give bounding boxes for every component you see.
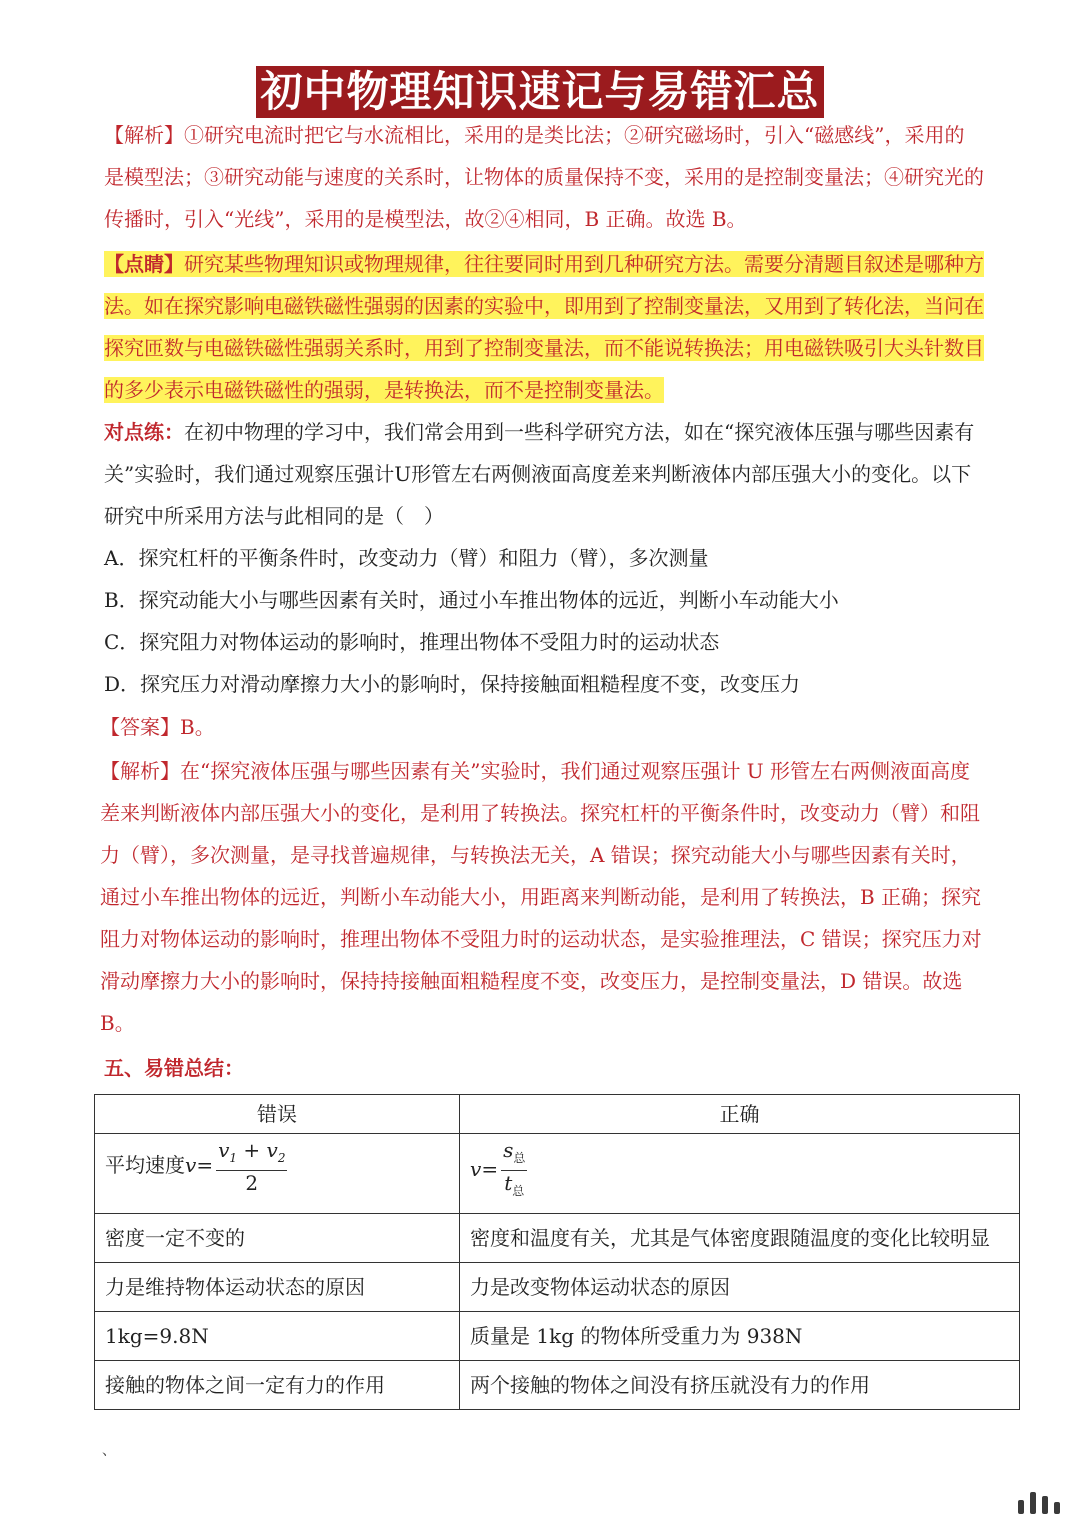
point-paragraph: [104, 243, 984, 411]
sub-1: 1: [229, 1151, 238, 1165]
table-row: [95, 1263, 1020, 1312]
analysis2-tag: 【解析】: [100, 759, 180, 783]
cell-right-average-speed: [460, 1134, 1020, 1214]
right-fraction: [501, 1138, 527, 1203]
cell-right: 质量是 1kg 的物体所受重力为 938N: [460, 1312, 1020, 1361]
answer-text: B。: [180, 715, 215, 739]
mistakes-table: [94, 1094, 1020, 1410]
wrong-denominator: 2: [245, 1171, 259, 1195]
sub-total-t: 总: [512, 1184, 525, 1198]
analysis-tag: 【解析】: [104, 123, 184, 147]
point-highlight: [104, 251, 984, 403]
cell-right: 密度和温度有关，尤其是气体密度跟随温度的变化比较明显: [460, 1214, 1020, 1263]
option-a: A．探究杠杆的平衡条件时，改变动力（臂）和阻力（臂），多次测量: [104, 546, 709, 570]
average-speed-label: 平均速度: [105, 1153, 185, 1177]
right-denominator: [501, 1171, 527, 1203]
analysis2-text: 在“探究液体压强与哪些因素有关”实验时，我们通过观察压强计 U 形管左右两侧液面高度差来判断液体内部压强大小的变化，是利用了转换法。探究杠杆的平衡条件时，改变动力（臂）和阻力（臂），多次测量，是寻找普遍规律，与转换法无关，A 错误；探究动能大小与哪些因素有关时，通过小车推出物体的远近，判断小车动能大小，用距离来判断动能，是利用了转换法，B 正确；探究阻力对物体运动的影响时，推理出物体不受阻力时的运动状态，是实验推理法，C 错误；探究压力对滑动摩擦力大小的影响时，保持持接触面粗糙程度不变，改变压力，是控制变量法，D 错误。故选 B。: [100, 759, 982, 1035]
point-text: 研究某些物理知识或物理规律，往往要同时用到几种研究方法。需要分清题目叙述是哪种方法。如在探究影响电磁铁磁性强弱的因素的实验中，即用到了控制变量法，又用到了转化法，当问在探究匝数与电磁铁磁性强弱关系时，用到了控制变量法，而不能说转换法；用电磁铁吸引大头针数目的多少表示电磁铁磁性的强弱，是转换法，而不是控制变量法。: [104, 252, 984, 402]
denominator-t: t: [504, 1171, 513, 1195]
cell-right: 力是改变物体运动状态的原因: [460, 1263, 1020, 1312]
cell-right: 两个接触的物体之间没有挤压就没有力的作用: [460, 1361, 1020, 1410]
sub-2: 2: [277, 1151, 286, 1165]
analysis-paragraph-1: [104, 114, 984, 240]
option-d: D．探究压力对滑动摩擦力大小的影响时，保持接触面粗糙程度不变，改变压力: [104, 672, 801, 696]
watermark-bars-icon: [1018, 1492, 1060, 1514]
option-b: B．探究动能大小与哪些因素有关时，通过小车推出物体的远近，判断小车动能大小: [104, 588, 839, 612]
option-c: C．探究阻力对物体运动的影响时，推理出物体不受阻力时的运动状态: [104, 630, 720, 654]
practice-text: 在初中物理的学习中，我们常会用到一些科学研究方法，如在“探究液体压强与哪些因素有关”实验时，我们通过观察压强计U形管左右两侧液面高度差来判断液体内部压强大小的变化。以下研究中所采用方法与此相同的是（ ）: [104, 420, 975, 528]
right-formula-eq: =: [481, 1157, 499, 1181]
right-formula-v: v: [470, 1157, 482, 1181]
table-header-row: [95, 1095, 1020, 1134]
page-title: 初中物理知识速记与易错汇总: [256, 66, 823, 118]
numerator-s: s: [503, 1138, 514, 1162]
header-right: 正确: [460, 1095, 1020, 1134]
numerator-v1: v: [218, 1138, 230, 1162]
practice-paragraph: [104, 411, 984, 537]
section-title: 五、易错总结：: [104, 1056, 244, 1080]
header-wrong: 错误: [95, 1095, 460, 1134]
table-row: [95, 1361, 1020, 1410]
answer-tag: 【答案】: [100, 715, 180, 739]
cell-wrong: 密度一定不变的: [95, 1214, 460, 1263]
cell-wrong-average-speed: [95, 1134, 460, 1214]
plus-sign: +: [237, 1138, 267, 1162]
practice-label: 对点练：: [104, 420, 184, 444]
formula-v: v: [185, 1153, 197, 1177]
cell-wrong: 力是维持物体运动状态的原因: [95, 1263, 460, 1312]
point-tag: 【点睛】: [104, 252, 184, 276]
cell-wrong: 接触的物体之间一定有力的作用: [95, 1361, 460, 1410]
formula-eq: =: [196, 1153, 214, 1177]
bottom-mark: 、: [102, 1443, 116, 1459]
analysis-text: ①研究电流时把它与水流相比，采用的是类比法；②研究磁场时，引入“磁感线”，采用的是模型法；③研究动能与速度的关系时，让物体的质量保持不变，采用的是控制变量法；④研究光的传播时，引入“光线”，采用的是模型法，故②④相同，B 正确。故选 B。: [104, 123, 984, 231]
wrong-numerator: [216, 1138, 287, 1171]
table-row: [95, 1214, 1020, 1263]
right-numerator: [501, 1138, 527, 1171]
title-container: [0, 66, 1080, 118]
cell-wrong: 1kg=9.8N: [95, 1312, 460, 1361]
analysis-paragraph-2: [100, 750, 984, 1044]
answer-line: [100, 707, 215, 747]
table-row: [95, 1134, 1020, 1214]
sub-total-s: 总: [513, 1151, 526, 1165]
table-row: [95, 1312, 1020, 1361]
wrong-fraction: [216, 1138, 287, 1195]
numerator-v2: v: [266, 1138, 278, 1162]
